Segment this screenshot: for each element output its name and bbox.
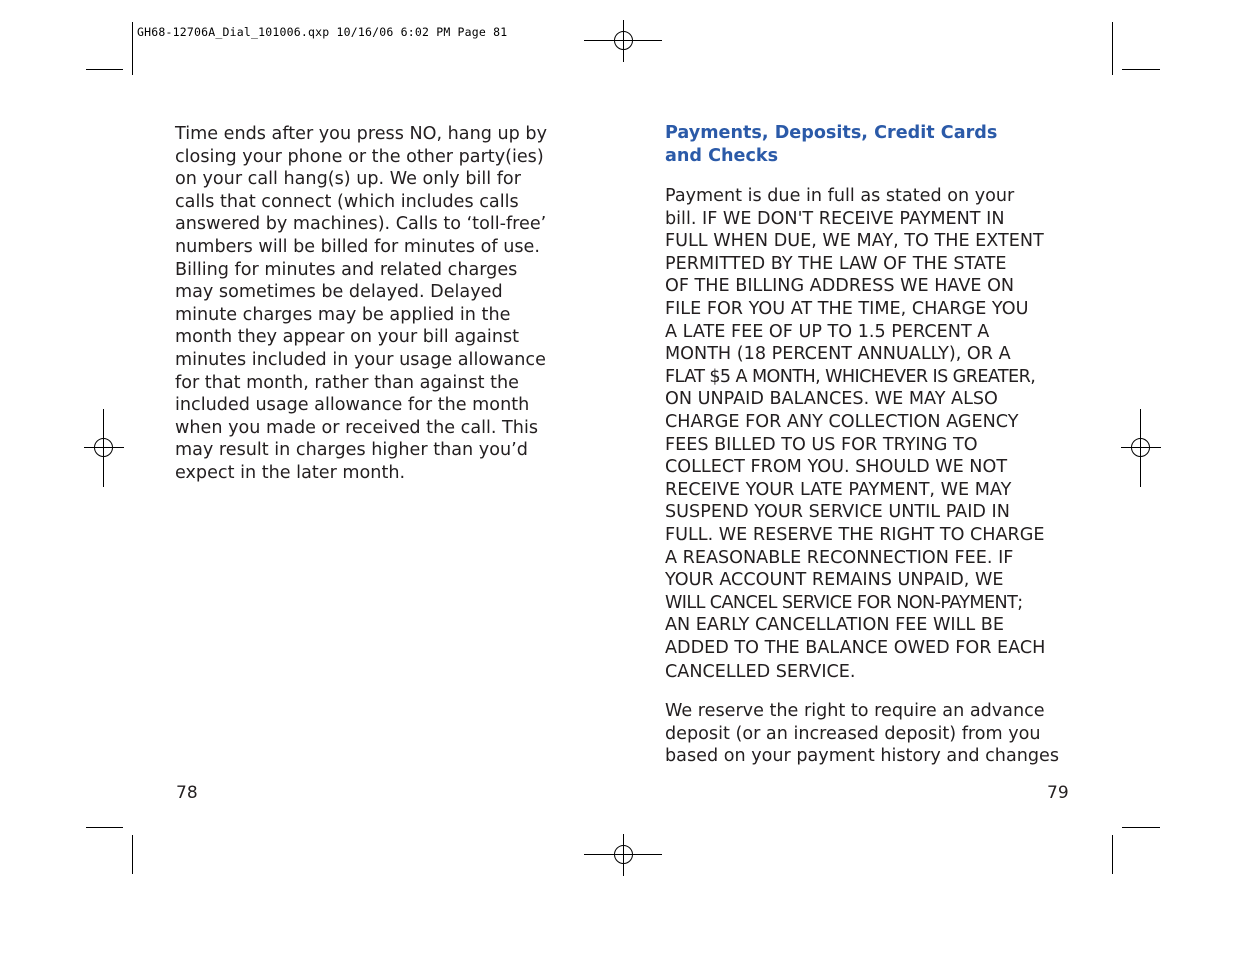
registration-mark xyxy=(584,834,662,876)
text-line: CANCELLED SERVICE. xyxy=(665,662,856,683)
crop-mark xyxy=(132,22,133,75)
page-number-right: 79 xyxy=(1047,783,1069,803)
text-line: ON UNPAID BALANCES. WE MAY ALSO xyxy=(665,389,998,410)
text-line: may sometimes be delayed. Delayed xyxy=(175,282,503,303)
text-line: AN EARLY CANCELLATION FEE WILL BE xyxy=(665,615,1004,636)
heading-line: and Checks xyxy=(665,146,779,166)
crop-mark xyxy=(1122,827,1160,828)
text-line: CHARGE FOR ANY COLLECTION AGENCY xyxy=(665,411,1019,432)
text-line: FULL. WE RESERVE THE RIGHT TO CHARGE xyxy=(665,524,1045,545)
crop-mark xyxy=(86,827,123,828)
text-line: Time ends after you press NO, hang up by xyxy=(175,124,547,144)
text-line: OF THE BILLING ADDRESS WE HAVE ON xyxy=(665,276,1015,297)
text-line: YOUR ACCOUNT REMAINS UNPAID, WE xyxy=(665,570,1004,591)
text-line: answered by machines). Calls to ‘toll-free’ xyxy=(175,214,547,235)
text-line: based on your payment history and changes xyxy=(665,746,1060,767)
registration-mark xyxy=(1121,409,1161,487)
text-line: bill. IF WE DON'T RECEIVE PAYMENT IN xyxy=(665,208,1005,229)
left-page-body xyxy=(175,123,547,485)
print-slug: GH68-12706A_Dial_101006.qxp 10/16/06 6:02 PM Page 81 xyxy=(137,25,508,39)
text-line: ADDED TO THE BALANCE OWED FOR EACH xyxy=(665,637,1046,658)
text-line: when you made or received the call. This xyxy=(175,417,539,438)
text-line: numbers will be billed for minutes of use. xyxy=(175,236,540,257)
payment-terms-paragraph xyxy=(665,185,1059,684)
text-line: SUSPEND YOUR SERVICE UNTIL PAID IN xyxy=(665,502,1010,523)
text-line: calls that connect (which includes calls xyxy=(175,191,519,212)
text-line: month they appear on your bill against xyxy=(175,327,520,348)
text-line: minutes included in your usage allowance xyxy=(175,349,546,370)
deposit-paragraph xyxy=(665,700,1059,768)
text-line: WILL CANCEL SERVICE FOR NON-PAYMENT; xyxy=(665,592,1023,613)
text-line: PERMITTED BY THE LAW OF THE STATE xyxy=(665,253,1007,274)
right-page-body xyxy=(665,185,1059,768)
section-heading xyxy=(665,122,997,168)
text-line: may result in charges higher than you’d xyxy=(175,440,528,461)
text-line: A REASONABLE RECONNECTION FEE. IF xyxy=(665,547,1014,568)
registration-mark xyxy=(584,20,662,62)
text-line: A LATE FEE OF UP TO 1.5 PERCENT A xyxy=(665,321,990,342)
crop-mark xyxy=(1112,835,1113,874)
text-line: closing your phone or the other party(ies) xyxy=(175,146,544,167)
text-line: for that month, rather than against the xyxy=(175,372,519,393)
text-line: FEES BILLED TO US FOR TRYING TO xyxy=(665,434,978,455)
text-line: FLAT $5 A MONTH, WHICHEVER IS GREATER, xyxy=(665,366,1036,387)
crop-mark xyxy=(86,69,123,70)
text-line: We reserve the right to require an advance xyxy=(665,701,1045,722)
text-line: Payment is due in full as stated on your xyxy=(665,186,1015,206)
registration-mark xyxy=(84,409,124,487)
crop-mark xyxy=(1122,69,1160,70)
text-line: COLLECT FROM YOU. SHOULD WE NOT xyxy=(665,457,1008,478)
heading-line: Payments, Deposits, Credit Cards xyxy=(665,123,998,143)
crop-mark xyxy=(1112,22,1113,75)
text-line: FILE FOR YOU AT THE TIME, CHARGE YOU xyxy=(665,298,1029,319)
text-line: RECEIVE YOUR LATE PAYMENT, WE MAY xyxy=(665,479,1012,500)
page-number-left: 78 xyxy=(176,783,198,803)
text-line: Billing for minutes and related charges xyxy=(175,259,518,280)
text-line: deposit (or an increased deposit) from you xyxy=(665,723,1041,744)
text-line: FULL WHEN DUE, WE MAY, TO THE EXTENT xyxy=(665,231,1044,252)
text-line: on your call hang(s) up. We only bill for xyxy=(175,169,521,190)
text-line: included usage allowance for the month xyxy=(175,395,530,416)
text-line: MONTH (18 PERCENT ANNUALLY), OR A xyxy=(665,344,1011,365)
text-line: minute charges may be applied in the xyxy=(175,304,511,325)
text-line: expect in the later month. xyxy=(175,462,406,483)
crop-mark xyxy=(132,835,133,874)
